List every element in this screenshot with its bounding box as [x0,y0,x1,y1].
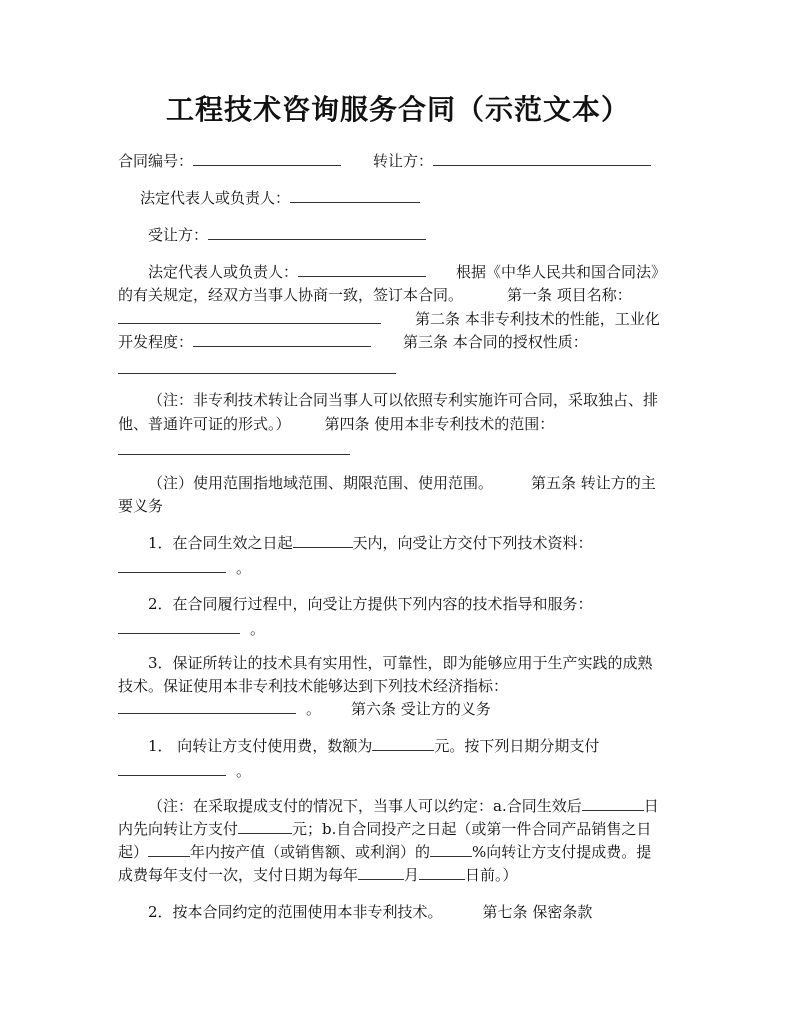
article-5-cont-line [118,494,688,518]
note-3-line [148,794,688,818]
legal-rep-line-1 [140,186,710,210]
installment-line [118,759,688,783]
note-3-e: 起） [118,843,149,861]
scope-line [118,438,688,462]
installment-blank[interactable] [118,761,226,776]
prepay-blank[interactable] [238,819,292,834]
note-3-g: %向转让方支付提成费。提 [472,843,652,861]
item-2-text: 2．在合同履行过程中，向受让方提供下列内容的技术指导和服务： [148,595,593,613]
article-2-line [118,307,688,331]
auth-nature-blank[interactable] [118,359,396,374]
legal-rep-blank-2[interactable] [298,262,426,277]
note-1-line [148,388,688,412]
article-3-line [118,330,688,354]
article-4-line [118,412,688,436]
legal-rep-label-1: 法定代表人或负责人： [140,189,291,207]
years-blank[interactable] [148,842,190,857]
item-2b-text: 2．按本合同约定的范围使用本非专利技术。 [148,903,443,921]
indicators-blank[interactable] [118,699,296,714]
note-1-cont: 他、普通许可证的形式。） [118,415,291,433]
agreement-line [118,283,688,307]
legal-rep-blank-1[interactable] [290,188,420,203]
dev-degree-blank[interactable] [193,332,371,347]
article-7: 第七条 保密条款 [482,903,593,921]
item-2-line [148,592,688,616]
note-3-line-4 [118,863,688,887]
note-days-blank[interactable] [582,796,644,811]
note-3-h: 成费每年支付一次，支付日期为每年 [118,866,359,884]
article-6-line [118,697,688,721]
article-7-line [148,900,688,924]
transferor-label: 转让方： [373,152,434,170]
transferee-line [148,223,688,247]
note-3-i: 月 [404,866,420,884]
contract-no-line [118,149,688,173]
guidance-blank[interactable] [118,619,240,634]
scope-blank[interactable] [118,440,350,455]
article-5: 第五条 转让方的主 [531,474,656,492]
item-3-text: 3．保证所转让的技术具有实用性，可靠性，即为能够应用于生产实践的成熟 [148,654,653,672]
note-3-line-2 [118,817,688,841]
note-2-line [148,471,688,495]
amount-blank[interactable] [372,736,434,751]
tech-data-blank[interactable] [118,558,226,573]
day-blank[interactable] [419,865,465,880]
month-blank[interactable] [358,865,404,880]
tech-data-line [118,556,688,580]
note-3-b: 日 [643,797,659,815]
note-3-c: 内先向转让方支付 [118,820,239,838]
period-2: 。 [250,620,266,638]
law-reference: 根据《中华人民共和国合同法》 [456,263,667,281]
item-1-line [148,531,688,555]
item-1-text-b: 天内，向受让方交付下列技术资料： [352,534,593,552]
project-name-blank[interactable] [118,309,381,324]
page-title: 工程技术咨询服务合同（示范文本） [165,93,630,126]
item-3-cont-line [118,674,688,698]
note-2: （注）使用范围指地域范围、期限范围、使用范围。 [148,474,494,492]
article-3: 第三条 本合同的授权性质： [403,333,588,351]
article-2: 第二条 本非专利技术的性能，工业化 [415,310,660,328]
agreement-text: 的有关规定，经双方当事人协商一致，签订本合同。 [118,286,464,304]
payment-text-b: 元。按下列日期分期支付 [434,737,600,755]
contract-no-blank[interactable] [193,151,341,166]
period-1: 。 [236,559,252,577]
article-6: 第六条 受让方的义务 [351,700,491,718]
payment-line [148,734,688,758]
article-1: 第一条 项目名称： [507,286,632,304]
item-3-cont: 技术。保证使用本非专利技术能够达到下列技术经济指标： [118,677,509,695]
note-3-line-3 [118,840,688,864]
note-3-j: 日前。） [465,866,518,884]
note-3-a: （注：在采取提成支付的情况下，当事人可以约定：a.合同生效后 [148,797,582,815]
dev-degree-label: 开发程度： [118,333,194,351]
percent-blank[interactable] [430,842,472,857]
item-3-line [148,651,688,675]
period-3: 。 [306,700,322,718]
transferee-label: 受让方： [148,226,209,244]
article-5-cont: 要义务 [118,497,164,515]
transferor-blank[interactable] [433,151,651,166]
legal-rep-line-2 [148,260,688,284]
article-4: 第四条 使用本非专利技术的范围： [324,415,555,433]
note-3-f: 年内按产值（或销售额、或利润）的 [190,843,431,861]
guidance-line [118,617,688,641]
auth-nature-line [118,357,688,381]
contract-no-label: 合同编号： [118,152,194,170]
payment-text-a: 1． 向转让方支付使用费，数额为 [148,737,373,755]
period-4: 。 [236,762,252,780]
note-3-d: 元；b.自合同投产之日起（或第一件合同产品销售之日 [292,820,652,838]
note-1: （注：非专利技术转让合同当事人可以依照专利实施许可合同，采取独占、排 [148,391,659,409]
transferee-blank[interactable] [208,225,426,240]
item-1-text-a: 1．在合同生效之日起 [148,534,293,552]
days-blank[interactable] [293,533,353,548]
legal-rep-label-2: 法定代表人或负责人： [148,263,299,281]
